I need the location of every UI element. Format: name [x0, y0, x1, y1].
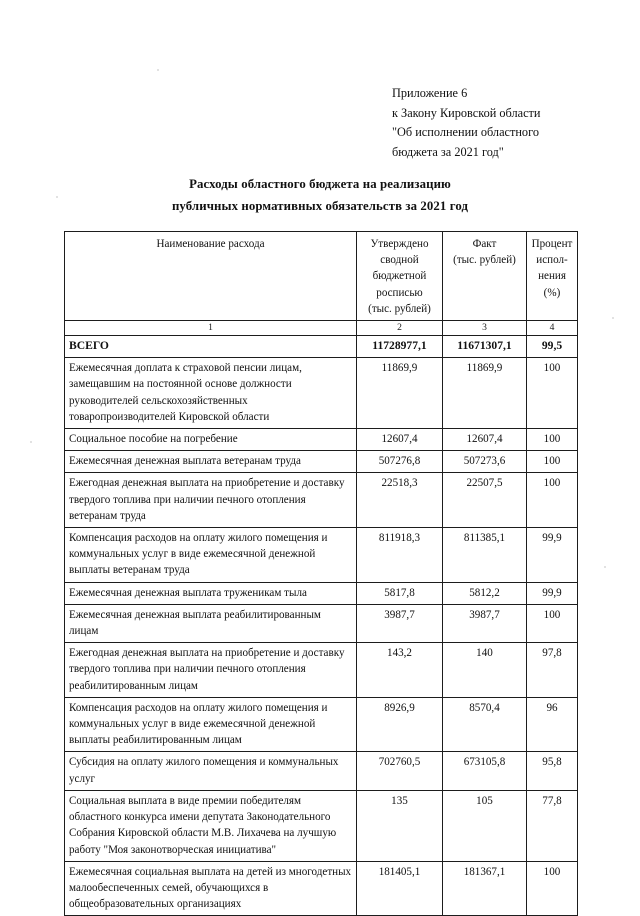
expenditure-name: Ежемесячная денежная выплата ветеранам труда [65, 451, 357, 473]
column-header-fact-line: (тыс. рублей) [453, 254, 516, 267]
scan-artifact [56, 196, 58, 198]
table-row-total [65, 336, 578, 358]
expenditure-fact: 11869,9 [443, 358, 527, 429]
column-header-approved-line: Утверждено [370, 238, 429, 250]
total-approved: 11728977,1 [357, 336, 443, 358]
budget-expenditures-table [64, 231, 578, 916]
expenditure-percent: 100 [527, 861, 578, 916]
expenditure-fact: 12607,4 [443, 429, 527, 451]
table-body [65, 336, 578, 916]
column-header-approved-line: сводной [380, 254, 419, 267]
expenditure-fact: 105 [443, 790, 527, 861]
total-percent: 99,5 [527, 336, 578, 358]
expenditure-approved: 3987,7 [357, 604, 443, 642]
expenditure-approved: 22518,3 [357, 473, 443, 528]
expenditure-name: Социальное пособие на погребение [65, 429, 357, 451]
expenditure-fact: 181367,1 [443, 861, 527, 916]
column-number: 3 [443, 321, 527, 336]
expenditure-approved: 5817,8 [357, 582, 443, 604]
expenditure-percent: 100 [527, 451, 578, 473]
scan-artifact [157, 69, 159, 71]
table-row [65, 790, 578, 861]
appendix-reference-line: Приложение 6 [392, 86, 468, 100]
expenditure-fact: 22507,5 [443, 473, 527, 528]
expenditure-name: Социальная выплата в виде премии победителям областного конкурса имени депутата Законодательного Собрания Кировской области М.В. Лихачева на лучшую работу "Моя законотворческая инициатива" [65, 790, 357, 861]
table-row [65, 697, 578, 752]
column-number: 4 [527, 321, 578, 336]
expenditure-name: Субсидия на оплату жилого помещения и коммунальных услуг [65, 752, 357, 790]
expenditure-approved: 811918,3 [357, 528, 443, 583]
expenditure-name: Ежемесячная социальная выплата на детей из многодетных малообеспеченных семей, обучающихся в общеобразовательных организациях [65, 861, 357, 916]
column-header-fact [443, 232, 527, 321]
page-title-line: публичных нормативных обязательств за 2021 год [171, 199, 469, 213]
table-row [65, 861, 578, 916]
expenditure-fact: 673105,8 [443, 752, 527, 790]
expenditure-name: Ежемесячная доплата к страховой пенсии лицам, замещавшим на постоянной основе должности руководителей сельскохозяйственных товаропроизводителей Кировской области [65, 358, 357, 429]
scan-artifact [604, 566, 606, 568]
scan-artifact [30, 441, 32, 443]
expenditure-percent: 100 [527, 473, 578, 528]
expenditure-fact: 5812,2 [443, 582, 527, 604]
appendix-reference-line: к Закону Кировской области [392, 105, 541, 120]
expenditure-name: Компенсация расходов на оплату жилого помещения и коммунальных услуг в виде ежемесячной денежной выплаты реабилитированным лицам [65, 697, 357, 752]
column-numbering-row [65, 321, 578, 336]
expenditure-percent: 99,9 [527, 582, 578, 604]
table-row [65, 358, 578, 429]
table-row [65, 582, 578, 604]
column-header-approved-line: (тыс. рублей) [368, 302, 431, 315]
expenditure-approved: 143,2 [357, 643, 443, 698]
column-header-percent [527, 232, 578, 321]
expenditure-percent: 77,8 [527, 790, 578, 861]
column-header-percent-line: Процент [531, 238, 573, 250]
expenditure-approved: 181405,1 [357, 861, 443, 916]
column-header-percent-line: (%) [543, 286, 561, 299]
expenditure-percent: 95,8 [527, 752, 578, 790]
expenditure-approved: 8926,9 [357, 697, 443, 752]
table-header [65, 232, 578, 336]
table-row [65, 528, 578, 583]
column-header-approved-line: бюджетной [372, 270, 427, 283]
appendix-reference-line: бюджета за 2021 год" [392, 144, 504, 159]
column-header-approved [357, 232, 443, 321]
expenditure-fact: 140 [443, 643, 527, 698]
expenditure-approved: 702760,5 [357, 752, 443, 790]
column-header-percent-line: испол- [536, 254, 568, 267]
total-label: ВСЕГО [65, 336, 357, 358]
table-row [65, 473, 578, 528]
table-row [65, 643, 578, 698]
table-header-row [65, 232, 578, 321]
expenditure-percent: 96 [527, 697, 578, 752]
column-header-percent-line: нения [538, 270, 566, 283]
expenditure-name: Ежемесячная денежная выплата труженикам тыла [65, 582, 357, 604]
appendix-reference-line: "Об исполнении областного [392, 125, 539, 139]
expenditure-name: Ежегодная денежная выплата на приобретение и доставку твердого топлива при наличии печного отопления ветеранам труда [65, 473, 357, 528]
expenditure-percent: 97,8 [527, 643, 578, 698]
expenditure-percent: 100 [527, 604, 578, 642]
column-number: 1 [65, 321, 357, 336]
column-header-approved-line: росписью [376, 286, 423, 299]
column-number: 2 [357, 321, 443, 336]
column-header-fact-line: Факт [472, 238, 497, 250]
total-fact: 11671307,1 [443, 336, 527, 358]
column-header-name [65, 232, 357, 321]
appendix-reference-block [392, 84, 622, 162]
table-row [65, 451, 578, 473]
expenditure-name: Ежемесячная денежная выплата реабилитированным лицам [65, 604, 357, 642]
expenditure-fact: 3987,7 [443, 604, 527, 642]
expenditure-approved: 507276,8 [357, 451, 443, 473]
expenditure-percent: 100 [527, 358, 578, 429]
table-row [65, 604, 578, 642]
expenditure-name: Компенсация расходов на оплату жилого помещения и коммунальных услуг в виде ежемесячной денежной выплаты ветеранам труда [65, 528, 357, 583]
expenditure-fact: 8570,4 [443, 697, 527, 752]
table-row [65, 429, 578, 451]
expenditure-name: Ежегодная денежная выплата на приобретение и доставку твердого топлива при наличии печного отопления реабилитированным лицам [65, 643, 357, 698]
page-title-line: Расходы областного бюджета на реализацию [189, 177, 451, 191]
expenditure-percent: 99,9 [527, 528, 578, 583]
expenditure-fact: 507273,6 [443, 451, 527, 473]
expenditure-approved: 12607,4 [357, 429, 443, 451]
expenditure-fact: 811385,1 [443, 528, 527, 583]
column-header-name-text: Наименование расхода [156, 238, 265, 250]
scan-artifact [612, 317, 614, 319]
table-row [65, 752, 578, 790]
expenditure-approved: 135 [357, 790, 443, 861]
expenditure-approved: 11869,9 [357, 358, 443, 429]
page-title [0, 173, 640, 217]
budget-table-container [64, 231, 577, 916]
expenditure-percent: 100 [527, 429, 578, 451]
